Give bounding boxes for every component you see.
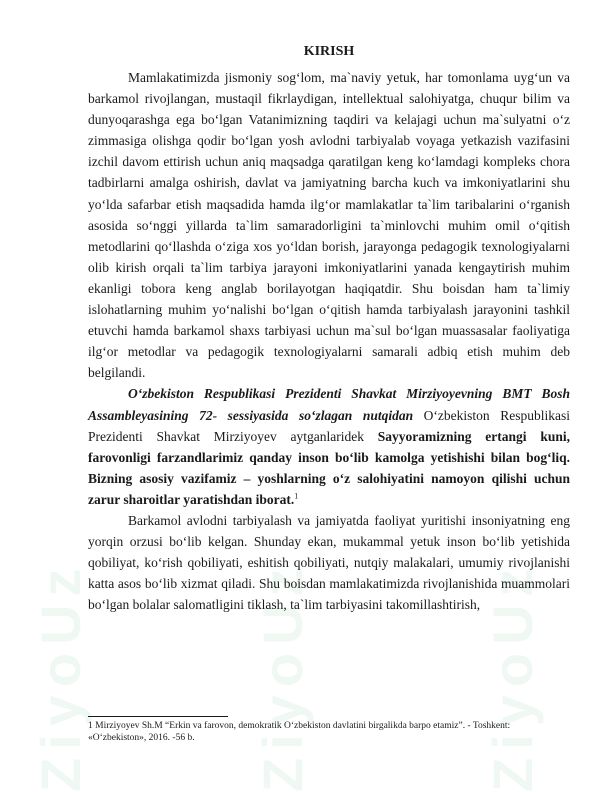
quote-source: O‘zbekiston Respublikasi Prezidenti Shavkat Mirziyoyevning BMT Bosh Assambleyasining 72- sessiyasida so‘zlagan nutqidan — [88, 386, 570, 423]
paragraph-intro: Mamlakatimizda jismoniy sog‘lom, ma`naviy yetuk, har tomonlama uyg‘un va barkamol rivojlangan, mustaqil fikrlaydigan, intellektual salohiyatga, chuqur bilim va dunyoqarashga ega bo‘lgan Vatanimizning taqdiri va kelajagi uchun ma`sulyatni o‘z zimmasiga olishga qodir bo‘lgan yosh avlodni tarbiyalab voyaga yetkazish vazifasini izchil davom ettirish uchun aniq maqsadga qaratilgan keng ko‘lamdagi kompleks chora tadbirlarni amalga oshirish, davlat va jamiyatning barcha kuch va imkoniyatlarini shu yo‘lda safarbar etish maqsadida hamda ilg‘or mamlakatlar ta`lim taribalarini o‘rganish asosida so‘nggi yillarda ta`lim samaradorligini ta`minlovchi muhim omil o‘qitish metodlarini qo‘llashda o‘ziga xos yo‘ldan borish, jarayonga pedagogik texnologiyalarni olib kirish orqali ta`lim tarbiya jarayoni imkoniyatlarini yanada kengaytirish muhim ekanligi tobora keng anglab borilayotgan haqiqatdir. Shu boisdan ham ta`limiy islohatlarning muhim yo‘nalishi bo‘lgan o‘qitish hamda tarbiyalash jarayonini tashkil etuvchi hamda barkamol shaxs tarbiyasi uchun ma`sul bo‘lgan muassasalar faoliyatiga ilg‘or metodlar va pedagogik texnologiyalarni samarali adbiq etish muhim deb belgilandi. — [88, 70, 570, 381]
quote-text: Sayyoramizning ertangi kuni, farovonligi farzandlarimiz qanday inson bo‘lib kamolga yetishishi bilan bog‘liq. Bizning asosiy vazifamiz – yoshlarning o‘z salohiyatini namoyon qilishi uchun zarur sharoitlar yaratishdan iborat. — [88, 428, 570, 507]
page-title: KIRISH — [303, 44, 355, 59]
quote-lead: O‘zbekiston Respublikasi Prezidenti Shavkat Mirziyoyev aytganlaridek — [88, 407, 570, 444]
paragraph-body: Barkamol avlodni tarbiyalash va jamiyatda faoliyat yuritishi insoniyatning eng yorqin orzusi bo‘lib kelgan. Shunday ekan, mukammal yetuk inson bo‘lib yetishida qobiliyat, ko‘rish qobiliyati, eshitish qobiliyati, nutqiy malakalari, umumiy rivojlanishi katta asos bo‘lib xizmat qiladi. Shu boisdan mamlakatimizda rivojlanishida muammolari bo‘lgan bolalar salomatligini tiklash, ta`lim tarbiyasini takomillashtirish, — [88, 512, 570, 613]
paragraph-quote — [88, 383, 570, 510]
footnote-marker[interactable]: 1 — [294, 491, 299, 501]
watermark: ZiyoUz — [481, 560, 544, 792]
watermark: ZiyoUz — [29, 560, 92, 792]
footnote-section — [88, 716, 570, 744]
footnote-text: 1 Mirziyoyev Sh.M “Erkin va farovon, demokratik O‘zbekiston davlatini birgalikda barpo etamiz”. - Toshkent: «O‘zbekiston», 2016. -56 b. — [88, 721, 511, 743]
footnote-rule — [88, 716, 228, 717]
document-body — [88, 43, 570, 615]
watermark: ZiyoUz — [251, 560, 314, 792]
